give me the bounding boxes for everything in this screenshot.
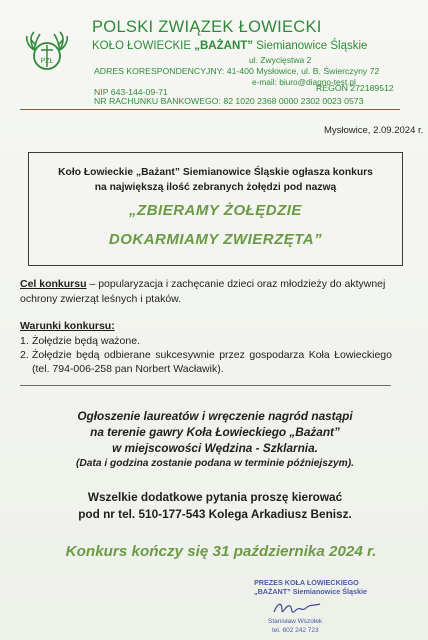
contest-goal [20, 277, 392, 307]
contest-title-line-1: „ZBIERAMY ŻOŁĘDZIE [129, 202, 302, 219]
nip-text: NIP 643-144-09-71 [94, 87, 168, 97]
questions-contact: Wszelkie dodatkowe pytania proszę kierować pod nr tel. 510-177-543 Kolega Arkadiusz Benisz. [78, 490, 352, 521]
conditions-list [20, 334, 392, 376]
announcement-line-2: na największą ilość zebranych żołędzi pod nazwą [94, 182, 337, 193]
contest-goal-text: – popularyzacja i zachęcanie dzieci oraz młodzieży do aktywnej ochrony zwierząt leśnych i ptaków. [20, 278, 386, 305]
president-stamp: PREZES KOŁA ŁOWIECKIEGO „BAŻANT” Siemianowice Śląskie Stanisław Wszołek tel. 602 242 723 [254, 578, 368, 634]
announcement-line-1: Koło Łowieckie „Bażant” Siemianowice Śląskie ogłasza konkurs [58, 167, 373, 178]
header-divider [20, 109, 400, 110]
list-item: 1. Żołędzie będą ważone. [20, 335, 140, 347]
correspondence-address: ADRES KORESPONDENCYJNY: 41-400 Mysłowice, ul. B. Świerczyny 72 [94, 66, 380, 76]
address-line: ul. Zwycięstwa 2 [249, 55, 312, 65]
conditions-heading: Warunki konkursu: [20, 320, 115, 332]
contest-goal-label: Cel konkursu [20, 278, 87, 290]
svg-text:PZŁ: PZŁ [40, 58, 54, 65]
laureates-announcement: Ogłoszenie laureatów i wręczenie nagród nastąpi na terenie gawry Koła Łowieckiego „Bażant” w miejscowości Wędzina - Szklarnia. (Data i godzina zostanie podana w terminie późniejszym). [76, 409, 354, 469]
list-item: 2. Żołędzie będą odbierane sukcesywnie przez gospodarza Koła Łowieckiego (tel. 794-006-258 pan Norbert Wacławik). [20, 349, 392, 375]
signature-icon [270, 596, 330, 620]
contest-title-line-2: DOKARMIAMY ZWIERZĘTA” [108, 231, 323, 248]
contest-deadline: Konkurs kończy się 31 października 2024 r. [65, 543, 377, 560]
regon-text: REGON 272189512 [316, 83, 394, 93]
section-divider [20, 385, 391, 386]
pzl-emblem-icon [22, 28, 72, 78]
club-name: KOŁO ŁOWIECKIE „BAŻANT” Siemianowice Śląskie [92, 40, 368, 52]
email-text: e-mail: biuro@diagno-test.pl [252, 77, 356, 87]
bank-account-text: NR RACHUNKU BANKOWEGO: 82 1020 2368 0000 2302 0023 0573 [94, 96, 364, 106]
announcement-box [28, 152, 403, 266]
document-date: Mysłowice, 2.09.2024 r. [324, 125, 424, 136]
organization-name: POLSKI ZWIĄZEK ŁOWIECKI [92, 18, 322, 36]
